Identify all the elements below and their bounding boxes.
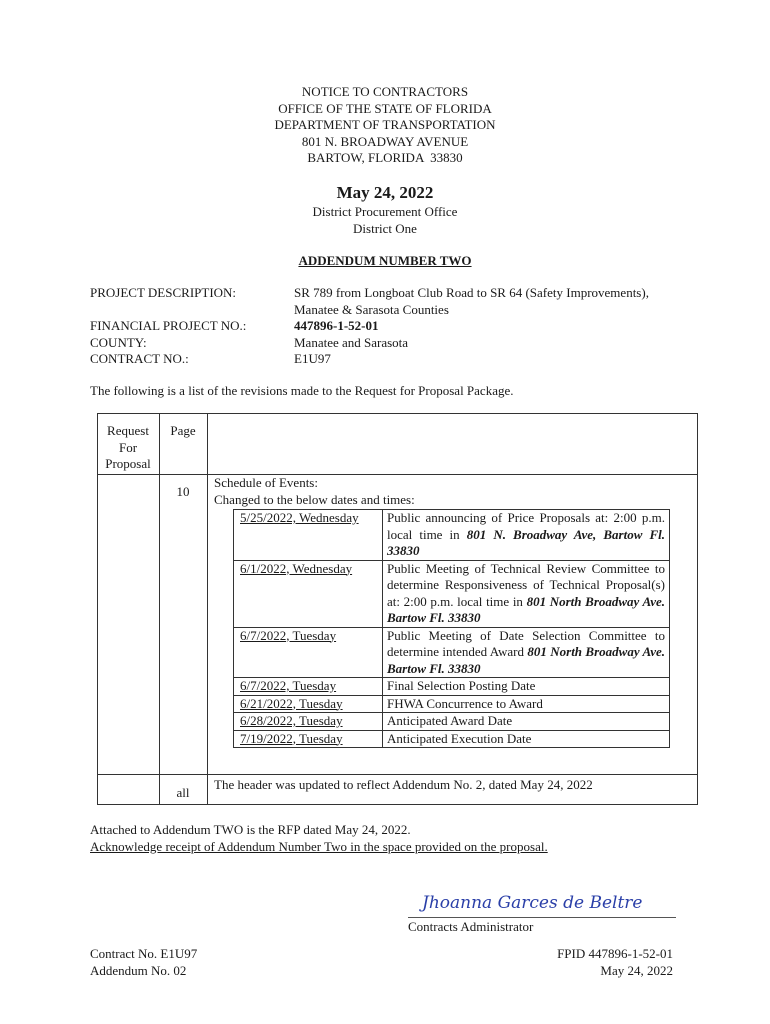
acknowledge-line: Acknowledge receipt of Addendum Number Two in the space provided on the proposal.	[90, 839, 548, 854]
schedule-row	[234, 560, 670, 627]
header-line: NOTICE TO CONTRACTORS	[301, 84, 469, 99]
schedule-date: 5/25/2022, Wednesday	[234, 510, 383, 561]
attached-line: Attached to Addendum TWO is the RFP dated May 24, 2022.	[90, 822, 411, 837]
header-row-divider	[97, 474, 698, 475]
signature-title: Contracts Administrator	[408, 919, 534, 934]
col-header-line: Request	[107, 423, 149, 438]
schedule-location: 801 North Broadway Ave. Bartow Fl. 33830	[387, 593, 665, 625]
notice-header	[0, 84, 770, 167]
project-description-line1: SR 789 from Longboat Club Road to SR 64 (Safety Improvements),	[294, 285, 649, 300]
schedule-date: 6/1/2022, Wednesday	[234, 560, 383, 627]
footer-addendum: Addendum No. 02	[90, 962, 187, 978]
schedule-event: Anticipated Execution Date	[383, 730, 670, 748]
schedule-date: 6/28/2022, Tuesday	[234, 713, 383, 731]
schedule-row	[234, 695, 670, 713]
schedule-event: Public announcing of Price Proposals at: 2:00 p.m. local time in 801 N. Broadway Ave, Bartow Fl. 33830	[383, 510, 670, 561]
schedule-event: Public Meeting of Date Selection Committee to determine intended Award 801 North Broadway Ave. Bartow Fl. 33830	[383, 627, 670, 678]
footer-date: May 24, 2022	[600, 962, 673, 978]
schedule-row	[234, 730, 670, 748]
footer-contract: Contract No. E1U97	[90, 946, 198, 961]
schedule-date: 6/7/2022, Tuesday	[234, 678, 383, 696]
schedule-event: Public Meeting of Technical Review Committee to determine Responsiveness of Technical Proposal(s) at: 2:00 p.m. local time in 801 North Broadway Ave. Bartow Fl. 33830	[383, 560, 670, 627]
schedule-event: FHWA Concurrence to Award	[383, 695, 670, 713]
schedule-location: 801 N. Broadway Ave, Bartow Fl. 33830	[387, 526, 666, 558]
intro-text: The following is a list of the revisions made to the Request for Proposal Package.	[90, 383, 514, 398]
col-divider-1	[159, 413, 160, 805]
notice-date: May 24, 2022	[336, 183, 434, 202]
schedule-table	[233, 509, 670, 748]
addendum-title-text: ADDENDUM NUMBER TWO	[298, 253, 472, 268]
col-header-request	[97, 423, 159, 473]
schedule-date: 6/21/2022, Tuesday	[234, 695, 383, 713]
row1-subheading: Changed to the below dates and times:	[214, 491, 415, 507]
footer-right	[557, 946, 673, 979]
schedule-row	[234, 678, 670, 696]
header-line: BARTOW, FLORIDA 33830	[307, 150, 463, 166]
schedule-row	[234, 627, 670, 678]
schedule-row	[234, 713, 670, 731]
contract-value: E1U97	[294, 351, 331, 366]
signature: Jhoanna Garces de Beltre	[422, 893, 643, 913]
office-block	[0, 204, 770, 237]
col-header-page: Page	[170, 423, 196, 438]
financial-project-number: 447896-1-52-01	[294, 318, 379, 333]
attached-block	[90, 821, 548, 855]
office-line: District Procurement Office	[312, 204, 458, 219]
col-divider-2	[207, 413, 208, 805]
addendum-title	[0, 253, 770, 269]
county-value: Manatee and Sarasota	[294, 334, 409, 350]
schedule-event: Anticipated Award Date	[383, 713, 670, 731]
county-label: COUNTY:	[90, 334, 147, 350]
row1-heading: Schedule of Events:	[214, 475, 318, 490]
header-line: DEPARTMENT OF TRANSPORTATION	[274, 117, 496, 133]
schedule-event: Final Selection Posting Date	[383, 678, 670, 696]
schedule-location: 801 North Broadway Ave. Bartow Fl. 33830	[387, 644, 665, 676]
financial-project-label: FINANCIAL PROJECT NO.:	[90, 318, 247, 333]
contract-label: CONTRACT NO.:	[90, 351, 189, 366]
header-line: 801 N. BROADWAY AVENUE	[301, 133, 469, 149]
header-line: OFFICE OF THE STATE OF FLORIDA	[278, 100, 492, 116]
schedule-date: 6/7/2022, Tuesday	[234, 627, 383, 678]
row2-page: all	[176, 785, 190, 800]
col-header-line: Proposal	[105, 456, 151, 471]
project-description-line2: Manatee & Sarasota Counties	[294, 301, 449, 317]
signature-line	[408, 917, 676, 918]
row-divider	[97, 774, 698, 775]
office-line: District One	[353, 220, 417, 236]
row2-text: The header was updated to reflect Addendum No. 2, dated May 24, 2022	[214, 777, 593, 792]
footer-left	[90, 946, 197, 979]
project-description-label: PROJECT DESCRIPTION:	[90, 285, 237, 300]
col-header-line: For	[118, 439, 138, 455]
row1-page: 10	[176, 484, 190, 499]
schedule-row	[234, 510, 670, 561]
schedule-date: 7/19/2022, Tuesday	[234, 730, 383, 748]
footer-fpid: FPID 447896-1-52-01	[557, 946, 673, 961]
